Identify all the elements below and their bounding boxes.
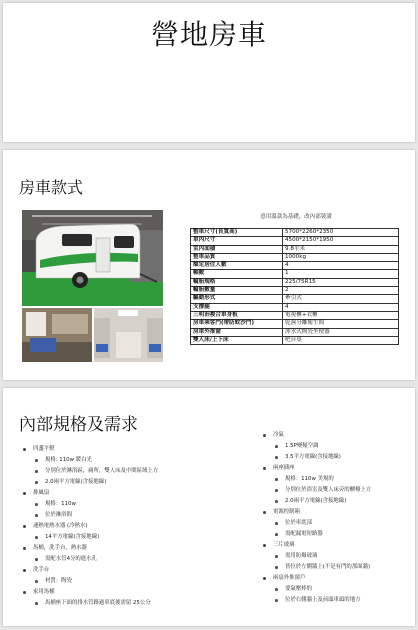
list-subitem (259, 474, 371, 485)
spec-row (191, 311, 399, 319)
requirements-list-left (19, 444, 158, 609)
spec-label: 驅動形式 (191, 295, 283, 303)
spec-label: 支撐腿 (191, 303, 283, 311)
list-subitem (259, 562, 371, 573)
bullet-icon (35, 470, 38, 473)
list-item-text: 需配漏電短路器 (285, 531, 323, 537)
spec-table (190, 228, 399, 345)
list-item-text: 2.0兩平方電線(含接地線) (285, 498, 347, 504)
list-item-text: 3.5平方電線(含接地線) (285, 454, 341, 460)
list-subitem (259, 441, 371, 452)
list-item-text: 要氣壓棒的 (285, 586, 312, 592)
list-item (19, 488, 158, 499)
bullet-icon (275, 478, 278, 481)
spec-value: 4 (283, 262, 399, 270)
spec-row (191, 278, 399, 286)
list-subitem (19, 554, 158, 565)
requirements-list-right (259, 430, 371, 606)
list-subitem (259, 529, 371, 540)
spec-label: 房車乘客門(帶防蚊沙門) (191, 320, 283, 328)
spec-row (191, 336, 399, 344)
bullet-icon (275, 588, 278, 591)
bullet-icon (35, 459, 38, 462)
bullet-icon (35, 514, 38, 517)
bullet-icon (275, 555, 278, 558)
bullet-icon (23, 492, 26, 495)
list-subitem (19, 532, 158, 543)
spec-row (191, 303, 399, 311)
bullet-icon (23, 448, 26, 451)
spec-label: 雙人床/上下床 (191, 336, 283, 344)
list-subitem (259, 584, 371, 595)
list-item-text: 兩座插座 (273, 465, 295, 471)
list-item-text: 材質：陶瓷 (45, 578, 72, 584)
bullet-icon (275, 533, 278, 536)
page-title: 營地房車 (150, 18, 267, 51)
spec-label: 整車品質 (191, 253, 283, 261)
bullet-icon (275, 522, 278, 525)
slide-models (3, 150, 415, 380)
list-subitem (259, 485, 371, 496)
spec-row (191, 245, 399, 253)
spec-row (191, 320, 399, 328)
list-item-text: 三片玻璃 (273, 542, 295, 548)
spec-value: 9.8平米 (283, 245, 399, 253)
bullet-icon (275, 456, 278, 459)
list-subitem (259, 595, 371, 606)
spec-value: 1000kg (283, 253, 399, 261)
list-item-text: 1.5P變頻空調 (285, 443, 319, 449)
list-item-text: 電源控制箱 (273, 509, 300, 515)
list-item (19, 587, 158, 598)
list-item-text: 分別位於淋浴區，廁所，雙人床及中間區域上方 (45, 468, 159, 474)
list-item-text: 家用馬桶 (33, 589, 55, 595)
bullet-icon (35, 481, 38, 484)
spec-row (191, 229, 399, 237)
bullet-icon (23, 591, 26, 594)
bullet-icon (23, 547, 26, 550)
bullet-icon (35, 536, 38, 539)
list-item-text: 位於車底部 (285, 520, 312, 526)
bullet-icon (275, 489, 278, 492)
models-heading: 房車款式 (19, 178, 84, 197)
spec-value: 吧台桌 (283, 336, 399, 344)
list-subitem (259, 518, 371, 529)
spec-label: 整車尺寸(長寬高) (191, 229, 283, 237)
list-item-text: 馬桶座下面的排水管路過車底後需留 25公分 (45, 600, 151, 606)
spec-row (191, 237, 399, 245)
spec-value: 電視櫃+衣櫃 (283, 311, 399, 319)
list-subitem (259, 452, 371, 463)
bullet-icon (263, 577, 266, 580)
list-item-text: 速熱電熱水器 (冷熱水) (33, 523, 88, 529)
list-item (259, 540, 371, 551)
spec-label: 車內尺寸 (191, 237, 283, 245)
spec-row (191, 295, 399, 303)
list-subitem (19, 499, 158, 510)
spec-value: 4500*2150*1950 (283, 237, 399, 245)
bullet-icon (263, 544, 266, 547)
spec-label: 三明治複合車身板 (191, 311, 283, 319)
model-note: 意用溫款為基礎，改內部裝潢 (260, 214, 332, 220)
list-item-text: 排風扇 (33, 490, 50, 496)
caravan-exterior-photo (22, 210, 163, 306)
list-item-text: 洗手台 (33, 567, 50, 573)
list-item-text: 四盞平燈 (33, 446, 55, 452)
bullet-icon (35, 580, 38, 583)
list-item-text: 2.0兩平方電線(含接地線) (45, 479, 107, 485)
spec-row (191, 287, 399, 295)
list-subitem (259, 551, 371, 562)
list-item (19, 444, 158, 455)
spec-value: 225/75R15 (283, 278, 399, 286)
bullet-icon (275, 445, 278, 448)
list-item-text: 位於淋浴間 (45, 512, 72, 518)
list-subitem (19, 466, 158, 477)
spec-row (191, 253, 399, 261)
list-item-text: 皆位於左側牆上(不是有門的那面牆) (285, 564, 371, 570)
bullet-icon (263, 434, 266, 437)
list-subitem (19, 510, 158, 521)
spec-label: 軸數 (191, 270, 283, 278)
list-item-text: 需配水管4分的進水孔 (45, 556, 97, 562)
list-subitem (19, 455, 158, 466)
spec-value: 4 (283, 303, 399, 311)
spec-label: 房車外推窗 (191, 328, 283, 336)
spec-row (191, 262, 399, 270)
list-item-text: 規格：110w 美規的 (285, 476, 334, 482)
list-item-text: 冷氣 (273, 432, 284, 438)
spec-value: 2 (283, 287, 399, 295)
list-item (19, 565, 158, 576)
list-item (259, 463, 371, 474)
bullet-icon (35, 602, 38, 605)
spec-row (191, 328, 399, 336)
list-item (259, 507, 371, 518)
list-item-text: 分別位於浴室及雙人床旁的櫃檯上方 (285, 487, 372, 493)
spec-label: 室內面積 (191, 245, 283, 253)
spec-value: 1 (283, 270, 399, 278)
bullet-icon (275, 500, 278, 503)
bullet-icon (263, 511, 266, 514)
spec-label: 輪胎數量 (191, 287, 283, 295)
list-subitem (19, 576, 158, 587)
bullet-icon (23, 569, 26, 572)
spec-label: 額定居住人數 (191, 262, 283, 270)
spec-row (191, 270, 399, 278)
list-item (259, 430, 371, 441)
list-item-text: 規格: 110w 暖白光 (45, 457, 92, 463)
list-item (19, 543, 158, 554)
spec-value: 沖水式陶瓷坐便器 (283, 328, 399, 336)
slide-cover (3, 3, 415, 142)
bullet-icon (275, 566, 278, 569)
caravan-interior-photo-left (22, 308, 92, 362)
list-subitem (259, 496, 371, 507)
bullet-icon (35, 558, 38, 561)
list-item (19, 521, 158, 532)
caravan-interior-photo-right (94, 308, 163, 362)
bullet-icon (23, 525, 26, 528)
spec-value: 牽引式 (283, 295, 399, 303)
list-item-text: 規格：110w (45, 501, 76, 507)
spec-label: 輪胎規格 (191, 278, 283, 286)
list-item-text: 需用防爆玻璃 (285, 553, 318, 559)
list-item-text: 馬桶，洗手台，熱水器 (33, 545, 87, 551)
list-item (259, 573, 371, 584)
list-item-text: 位於右側牆上及前頭車頭的地方 (285, 597, 361, 603)
bullet-icon (263, 467, 266, 470)
interior-heading: 內部規格及需求 (19, 415, 138, 435)
spec-value: 5700*2260*2350 (283, 229, 399, 237)
list-subitem (19, 477, 158, 488)
list-item-text: 兩扇外推窗戶 (273, 575, 306, 581)
bullet-icon (35, 503, 38, 506)
spec-value: 乾濕分離衛生間 (283, 320, 399, 328)
slide-interior (3, 388, 415, 626)
list-subitem (19, 598, 158, 609)
list-item-text: 14平方電線(含接地線) (45, 534, 100, 540)
bullet-icon (275, 599, 278, 602)
